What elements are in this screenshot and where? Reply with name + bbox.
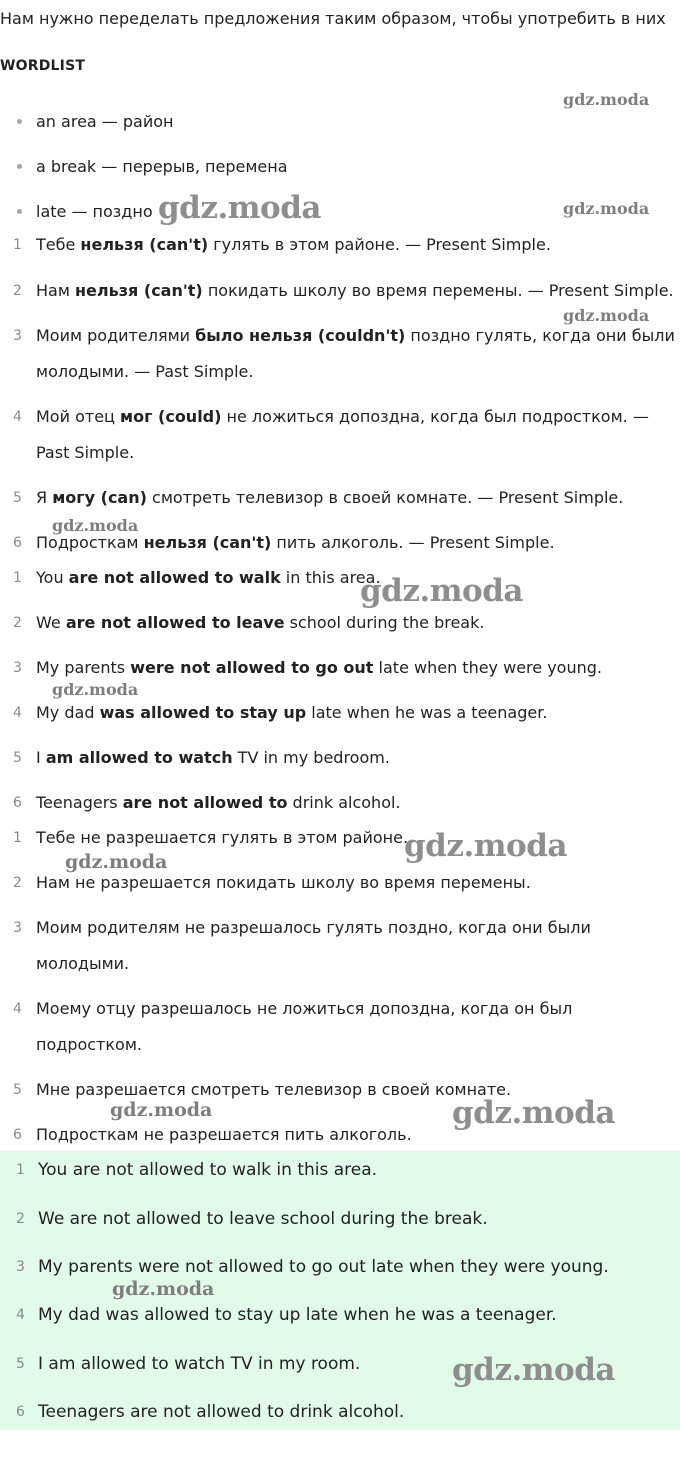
text-fragment: поздно гулять, когда они были молодыми. — Past Simple. xyxy=(36,326,675,381)
wordlist-item-text: a break — перерыв, перемена xyxy=(36,156,288,176)
text-fragment: drink alcohol. xyxy=(287,793,401,812)
watermark: gdz.moda xyxy=(452,1095,615,1131)
text-fragment: Моим родителями xyxy=(36,326,196,345)
item-text xyxy=(36,318,678,390)
item-text: Teenagers are not allowed to drink alcohol. xyxy=(38,1402,405,1422)
bold-fragment: нельзя (can't) xyxy=(143,533,272,552)
item-text: Нам не разрешается покидать школу во время перемены. xyxy=(36,873,531,892)
text-fragment: We xyxy=(36,613,66,632)
answer-box xyxy=(0,1151,680,1430)
watermark: gdz.moda xyxy=(65,851,168,873)
text-fragment: school during the break. xyxy=(284,613,485,632)
watermark: gdz.moda xyxy=(112,1278,215,1300)
bold-fragment: нельзя (can't) xyxy=(75,281,203,300)
wordlist-title: WORDLIST xyxy=(0,58,86,74)
wordlist-item-text: late — поздно xyxy=(36,201,153,221)
item-text xyxy=(36,560,678,596)
item-number: 2 xyxy=(13,875,22,891)
item-number: 6 xyxy=(13,795,22,811)
item-text xyxy=(36,525,678,561)
bold-fragment: are not allowed to xyxy=(122,793,288,812)
watermark: gdz.moda xyxy=(360,573,523,609)
bold-fragment: могу (can) xyxy=(52,488,147,507)
bullet-icon xyxy=(17,209,22,214)
text-fragment: Teenagers xyxy=(36,793,123,812)
watermark: gdz.moda xyxy=(52,680,139,699)
text-fragment: My dad xyxy=(36,703,100,722)
bold-fragment: мог (could) xyxy=(120,407,222,426)
bold-fragment: was allowed to stay up xyxy=(99,703,307,722)
item-number: 5 xyxy=(13,1082,22,1098)
item-number: 1 xyxy=(13,237,22,253)
item-text: I am allowed to watch TV in my room. xyxy=(38,1354,361,1374)
item-number: 3 xyxy=(13,920,22,936)
text-fragment: late when he was a teenager. xyxy=(306,703,548,722)
text-fragment: in this area. xyxy=(280,568,381,587)
text-fragment: Подросткам xyxy=(36,533,144,552)
text-fragment: не ложиться допоздна, когда был подростком. — Past Simple. xyxy=(36,407,649,462)
text-fragment: Мой отец xyxy=(36,407,121,426)
text-fragment: My parents xyxy=(36,658,131,677)
text-fragment: покидать школу во время перемены. — Present Simple. xyxy=(202,281,674,300)
item-number: 6 xyxy=(13,1127,22,1143)
watermark: gdz.moda xyxy=(563,199,650,218)
item-number: 1 xyxy=(13,570,22,586)
text-fragment: гулять в этом районе. — Present Simple. xyxy=(208,235,551,254)
bold-fragment: are not allowed to leave xyxy=(65,613,285,632)
item-text xyxy=(36,650,678,686)
item-text xyxy=(36,605,678,641)
text-fragment: пить алкоголь. — Present Simple. xyxy=(271,533,555,552)
watermark: gdz.moda xyxy=(563,90,650,109)
item-text: Моему отцу разрешалось не ложиться допоздна, когда он был подростком. xyxy=(36,999,573,1054)
item-text: We are not allowed to leave school during the break. xyxy=(38,1209,488,1229)
watermark: gdz.moda xyxy=(452,1352,615,1388)
text-fragment: late when they were young. xyxy=(373,658,602,677)
item-text xyxy=(36,273,678,309)
bold-fragment: нельзя (can't) xyxy=(80,235,209,254)
item-text xyxy=(36,227,678,263)
bullet-icon xyxy=(17,164,22,169)
item-number: 5 xyxy=(16,1356,25,1372)
watermark: gdz.moda xyxy=(563,306,650,325)
bold-fragment: are not allowed to walk xyxy=(68,568,281,587)
item-number: 1 xyxy=(16,1162,25,1178)
item-number: 3 xyxy=(16,1259,25,1275)
watermark: gdz.moda xyxy=(404,828,567,864)
item-text xyxy=(36,785,678,821)
item-text xyxy=(36,399,678,471)
item-number: 2 xyxy=(13,615,22,631)
item-number: 4 xyxy=(16,1307,25,1323)
watermark: gdz.moda xyxy=(52,516,139,535)
item-text: My parents were not allowed to go out late when they were young. xyxy=(38,1257,609,1277)
intro-text: Нам нужно переделать предложения таким образом, чтобы употребить в них xyxy=(0,9,666,28)
item-number: 5 xyxy=(13,750,22,766)
item-text: Мне разрешается смотреть телевизор в своей комнате. xyxy=(36,1080,512,1099)
text-fragment: I xyxy=(36,748,46,767)
item-text: Моим родителям не разрешалось гулять поздно, когда они были молодыми. xyxy=(36,918,591,973)
item-number: 4 xyxy=(13,705,22,721)
text-fragment: смотреть телевизор в своей комнате. — Present Simple. xyxy=(146,488,624,507)
item-number: 2 xyxy=(16,1211,25,1227)
text-fragment: Нам xyxy=(36,281,75,300)
text-fragment: TV in my bedroom. xyxy=(232,748,390,767)
bullet-icon xyxy=(17,119,22,124)
item-text: Тебе не разрешается гулять в этом районе. xyxy=(36,828,409,847)
bold-fragment: am allowed to watch xyxy=(45,748,233,767)
item-text: You are not allowed to walk in this area. xyxy=(38,1160,378,1180)
bold-fragment: было нельзя (couldn't) xyxy=(195,326,406,345)
text-fragment: Я xyxy=(36,488,53,507)
text-fragment: Тебе xyxy=(36,235,81,254)
watermark: gdz.moda xyxy=(110,1099,213,1121)
wordlist-item-text: an area — район xyxy=(36,111,174,131)
item-number: 6 xyxy=(16,1404,25,1420)
item-number: 4 xyxy=(13,1001,22,1017)
item-text xyxy=(36,695,678,731)
text-fragment: You xyxy=(36,568,69,587)
item-number: 3 xyxy=(13,328,22,344)
item-number: 6 xyxy=(13,535,22,551)
item-text xyxy=(36,480,678,516)
watermark: gdz.moda xyxy=(158,190,321,226)
item-number: 5 xyxy=(13,490,22,506)
item-number: 2 xyxy=(13,283,22,299)
item-number: 3 xyxy=(13,660,22,676)
bold-fragment: were not allowed to go out xyxy=(130,658,374,677)
item-text: My dad was allowed to stay up late when he was a teenager. xyxy=(38,1305,557,1325)
item-number: 4 xyxy=(13,409,22,425)
item-number: 1 xyxy=(13,830,22,846)
item-text: Подросткам не разрешается пить алкоголь. xyxy=(36,1125,412,1144)
item-text xyxy=(36,740,678,776)
